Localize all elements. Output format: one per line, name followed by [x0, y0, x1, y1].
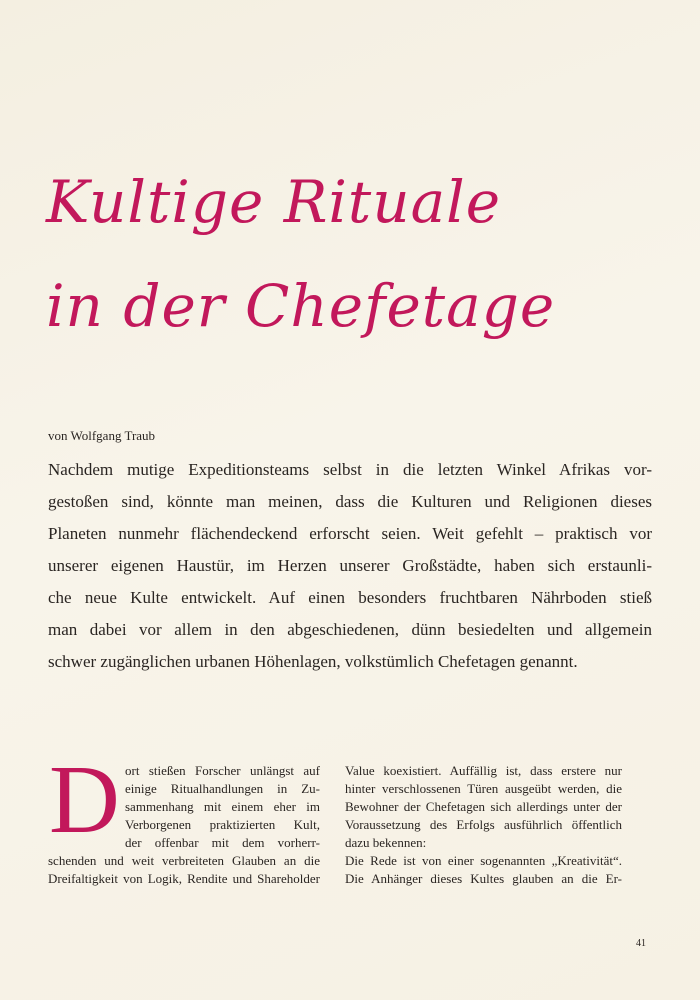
column-line: Value koexistiert. Auffällig ist, dass erstere nur — [345, 763, 622, 778]
column-line: ort stießen Forscher unlängst auf — [125, 763, 320, 778]
drop-cap: D — [49, 746, 120, 854]
column-line: Die Rede ist von einer sogenannten „Kreativität“. — [345, 853, 622, 868]
lead-line: che neue Kulte entwickelt. Auf einen besonders fruchtbaren Nährboden stieß — [48, 588, 652, 607]
title-line: Kultige Rituale — [46, 168, 502, 236]
lead-paragraph — [48, 454, 652, 678]
column-line: Voraussetzung des Erfolgs ausführlich öffentlich — [345, 817, 622, 832]
column-line: Dreifaltigkeit von Logik, Rendite und Shareholder — [48, 871, 320, 886]
page-number: 41 — [636, 938, 646, 949]
body-column-left — [48, 762, 320, 888]
body-column-right — [345, 762, 622, 888]
column-line: Bewohner der Chefetagen sich allerdings unter der — [345, 799, 622, 814]
lead-line: Planeten nunmehr flächendeckend erforscht seien. Weit gefehlt – praktisch vor — [48, 524, 652, 543]
lead-line: man dabei vor allem in den abgeschiedenen, dünn besiedelten und allgemein — [48, 620, 652, 639]
column-line: Verborgenen praktizierten Kult, — [125, 817, 320, 832]
lead-line: schwer zugänglichen urbanen Höhenlagen, volkstümlich Chefetagen genannt. — [48, 652, 578, 671]
title-line: in der Chefetage — [46, 272, 556, 340]
column-line: dazu bekennen: — [345, 835, 427, 850]
author-byline: von Wolfgang Traub — [48, 428, 156, 443]
column-line: hinter verschlossenen Türen ausgeübt werden, die — [345, 781, 622, 796]
column-line: der offenbar mit dem vorherr- — [125, 835, 320, 850]
column-line: Die Anhänger dieses Kultes glauben an die Er- — [345, 871, 622, 886]
article-title — [46, 150, 666, 358]
lead-line: Nachdem mutige Expeditionsteams selbst in die letzten Winkel Afrikas vor- — [48, 460, 652, 479]
lead-line: gestoßen sind, könnte man meinen, dass die Kulturen und Religionen dieses — [48, 492, 652, 511]
lead-line: unserer eigenen Haustür, im Herzen unserer Großstädte, haben sich erstaunli- — [48, 556, 652, 575]
column-line: schenden und weit verbreiteten Glauben an die — [48, 853, 320, 868]
column-line: einige Ritualhandlungen in Zu- — [125, 781, 320, 796]
column-line: sammenhang mit einem eher im — [125, 799, 320, 814]
